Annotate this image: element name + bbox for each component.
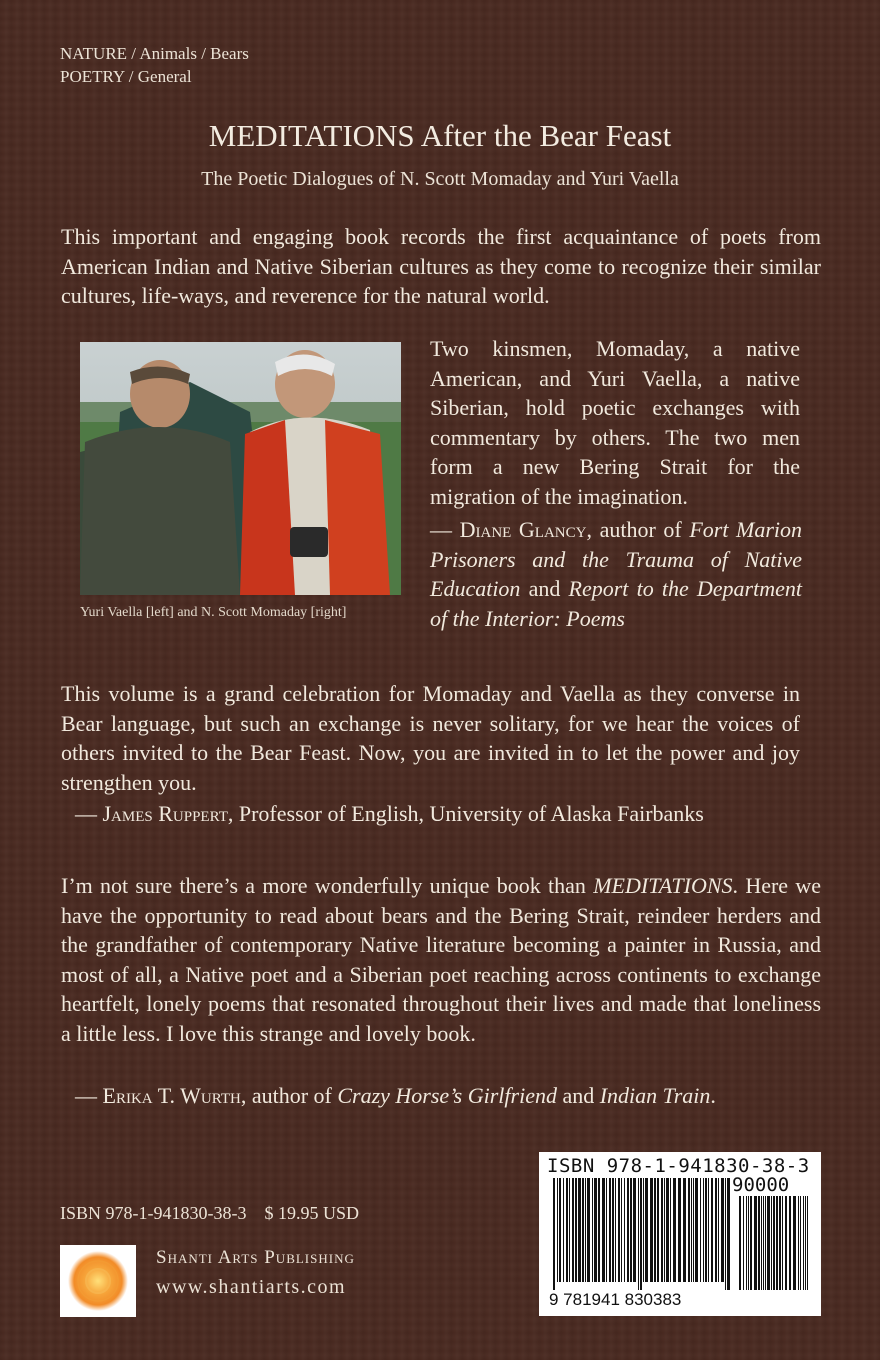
barcode-bar: [578, 1178, 581, 1282]
barcode-bar: [657, 1178, 659, 1282]
barcode-bar: [661, 1178, 663, 1282]
barcode-bar: [748, 1196, 749, 1290]
book-title: MEDITATIONS After the Bear Feast: [208, 118, 672, 153]
barcode-bar: [553, 1178, 555, 1290]
bisac-categories: [60, 42, 249, 88]
barcode-bar: [645, 1178, 648, 1282]
barcode-bar: [678, 1178, 681, 1282]
barcode-bar: [727, 1178, 730, 1290]
reviewer-name: Erika T. Wurth: [102, 1083, 241, 1108]
book-title-italic: MEDITATIONS: [593, 873, 733, 898]
barcode-bar: [805, 1196, 806, 1290]
barcode-bar: [765, 1196, 766, 1290]
barcode-bar: [582, 1178, 584, 1282]
conjunction: and: [556, 1083, 600, 1108]
reviewer-name: James Ruppert: [102, 801, 228, 826]
barcode-isbn-label: ISBN 978-1-941830-38-3: [547, 1155, 810, 1177]
barcode-bar: [594, 1178, 597, 1282]
barcode-bar: [711, 1178, 713, 1282]
blurb-wurth: [61, 871, 821, 1049]
barcode-bar: [606, 1178, 607, 1282]
barcode-bar: [743, 1196, 744, 1290]
barcode-bar: [592, 1178, 593, 1282]
blurb-glancy: Two kinsmen, Momaday, a native American, and Yuri Vaella, a native Siberian, hold poetic exchanges with commentary by others. The two men form a new Bering Strait for the migration of the imagination.: [430, 336, 800, 509]
barcode-bar: [715, 1178, 717, 1282]
barcode-digits: 9 781941 830383: [549, 1290, 682, 1309]
barcode-bar: [758, 1196, 760, 1290]
barcode-bar: [585, 1178, 586, 1282]
barcode-bar: [654, 1178, 656, 1282]
barcode-bar: [666, 1178, 669, 1282]
work-title: Indian Train: [599, 1083, 711, 1108]
period: .: [710, 1083, 716, 1108]
attribution-dash: —: [75, 801, 103, 826]
barcode-bar: [708, 1178, 709, 1282]
barcode-bar: [587, 1178, 590, 1282]
publisher-website: www.shantiarts.com: [156, 1276, 347, 1298]
barcode-bar: [612, 1178, 614, 1282]
barcode-bar: [640, 1178, 642, 1290]
barcode-bar: [630, 1178, 632, 1282]
barcode-bar: [771, 1196, 772, 1290]
barcode-bar: [803, 1196, 804, 1290]
barcode-bar: [718, 1178, 719, 1282]
barcode-bar: [776, 1196, 778, 1290]
author-photo: [80, 342, 401, 595]
blurb-ruppert-attribution: [75, 799, 835, 829]
barcode-bar: [807, 1196, 808, 1290]
blurb-glancy-attribution: [430, 515, 802, 633]
publisher-logo-icon: [60, 1245, 136, 1317]
barcode-bar: [761, 1196, 762, 1290]
reviewer-role: , author of: [586, 517, 690, 542]
barcode-bar: [773, 1196, 775, 1290]
barcode-bar: [767, 1196, 770, 1290]
barcode-bar: [754, 1196, 757, 1290]
barcode-bar: [693, 1178, 694, 1282]
blurb-text: . Here we have the opportunity to read about bears and the Bering Strait, reindeer herders and the grandfather of contemporary Native literature becoming a painter in Russia, and most of all, a Native poet and a Siberian poet reaching across continents to exchange heartfelt, lonely poems that resonated throughout their lives and made that loneliness a little less. I love this strange and lovely book.: [61, 873, 821, 1046]
barcode-bar: [557, 1178, 558, 1282]
barcode-supplement: 90000: [732, 1174, 790, 1196]
barcode-bar: [691, 1178, 692, 1282]
barcode-bar: [746, 1196, 747, 1290]
reviewer-role: , Professor of English, University of Alaska Fairbanks: [227, 801, 704, 826]
barcode-bar: [688, 1178, 690, 1282]
barcode-bar: [615, 1178, 616, 1282]
barcode-bar: [627, 1178, 629, 1282]
reviewer-role: , author of: [240, 1083, 338, 1108]
barcode-bar: [798, 1196, 799, 1290]
barcode-bar: [563, 1178, 564, 1282]
barcode-bar: [683, 1178, 686, 1282]
blurb-ruppert: This volume is a grand celebration for Momaday and Vaella as they converse in Bear language, but such an exchange is never solitary, for we hear the voices of others invited to the Bear Feast. Now, you are invited in to let the power and joy strengthen you.: [61, 681, 800, 795]
barcode-bar: [569, 1178, 570, 1282]
work-title: Crazy Horse’s Girlfriend: [337, 1083, 557, 1108]
barcode-bar: [739, 1196, 741, 1290]
work-title: Fort Marion Prisoners and the Trauma of Native Education: [430, 517, 803, 602]
barcode-bar: [673, 1178, 676, 1282]
barcode-bar: [793, 1196, 796, 1290]
barcode-bar: [624, 1178, 625, 1282]
barcode-bar: [782, 1196, 783, 1290]
attribution-dash: —: [75, 1083, 103, 1108]
category-poetry: POETRY / General: [60, 67, 192, 86]
barcode-bar: [559, 1178, 561, 1282]
barcode-bar: [785, 1196, 787, 1290]
barcode-bar: [695, 1178, 698, 1282]
isbn-price-line: ISBN 978-1-941830-38-3 $ 19.95 USD: [60, 1203, 359, 1223]
barcode-bar: [566, 1178, 568, 1282]
barcode-bar: [763, 1196, 764, 1290]
blurb-text: I’m not sure there’s a more wonderfully unique book than: [61, 873, 594, 898]
barcode-bar: [789, 1196, 791, 1290]
intro-paragraph: This important and engaging book records the first acquaintance of poets from American Indian and Native Siberian cultures as they come to recognize their similar cultures, life-ways, and reverence for the natural world.: [61, 224, 821, 309]
barcode-bar: [609, 1178, 611, 1282]
barcode-bar: [638, 1178, 639, 1290]
barcode-bar: [621, 1178, 622, 1282]
photo-caption: Yuri Vaella [left] and N. Scott Momaday [right]: [80, 605, 347, 620]
barcode-bar: [800, 1196, 801, 1290]
work-title: Report to the Department of the Interior: Poems: [430, 576, 803, 631]
barcode-bar: [705, 1178, 707, 1282]
barcode-bars: [551, 1178, 813, 1290]
barcode-bar: [575, 1178, 577, 1282]
blurb-wurth-attribution: [75, 1081, 835, 1111]
publisher-name: Shanti Arts Publishing: [156, 1247, 355, 1268]
barcode-bar: [721, 1178, 724, 1282]
barcode-bar: [643, 1178, 644, 1282]
barcode-bar: [572, 1178, 574, 1282]
barcode-bar: [779, 1196, 781, 1290]
barcode-bar: [602, 1178, 605, 1282]
attribution-dash: —: [430, 517, 460, 542]
barcode-bar: [725, 1178, 726, 1290]
barcode-bar: [750, 1196, 752, 1290]
barcode-bar: [633, 1178, 636, 1282]
barcode-bar: [664, 1178, 665, 1282]
barcode-bar: [670, 1178, 671, 1282]
barcode-bar: [618, 1178, 620, 1282]
barcode-bar: [703, 1178, 704, 1282]
barcode-bar: [650, 1178, 653, 1282]
photo-illustration: [80, 342, 401, 595]
barcode-bar: [700, 1178, 701, 1282]
category-nature: NATURE / Animals / Bears: [60, 44, 249, 63]
isbn-barcode: [539, 1152, 821, 1316]
conjunction: and: [520, 576, 569, 602]
book-subtitle: The Poetic Dialogues of N. Scott Momaday and Yuri Vaella: [201, 168, 679, 190]
reviewer-name: Diane Glancy: [459, 517, 587, 542]
barcode-bar: [598, 1178, 600, 1282]
